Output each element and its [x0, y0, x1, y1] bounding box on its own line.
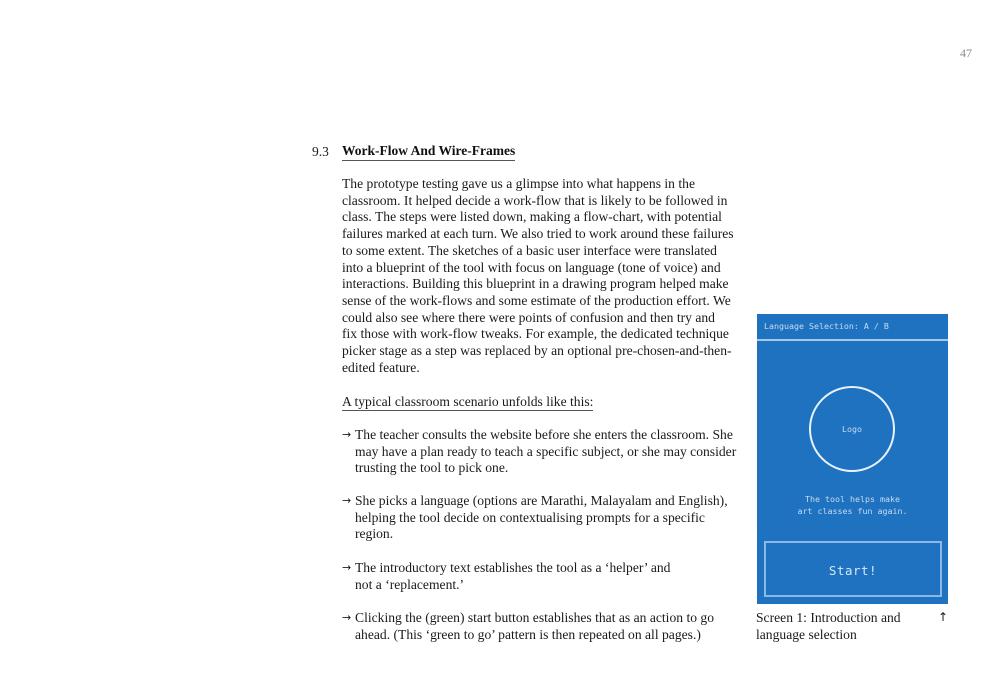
body-line: The prototype testing gave us a glimpse into what happens in the [342, 176, 695, 191]
body-line: sense of the work-flows and some estimate of the production effort. We [342, 292, 731, 308]
arrow-right-icon: → [342, 494, 352, 507]
bullet-line: may have a plan ready to teach a specific subject, or she may consider [355, 443, 737, 459]
arrow-up-icon[interactable]: ↑ [938, 610, 949, 624]
body-line: fix those with work-flow tweaks. For example, the dedicated technique [342, 326, 729, 342]
bullet-line: She picks a language (options are Marathi, Malayalam and English), [355, 493, 728, 508]
scenario-list-item [342, 610, 714, 643]
scenario-list-item [342, 493, 728, 543]
tagline-line: art classes fun again. [797, 506, 908, 516]
bullet-line: region. [355, 526, 394, 542]
bullet-line: Clicking the (green) start button establishes that as an action to go [355, 610, 715, 625]
arrow-right-icon: → [342, 611, 352, 624]
start-button[interactable] [764, 541, 942, 597]
body-line: to some extent. The sketches of a basic user interface were translated [342, 242, 717, 258]
arrow-right-icon: → [342, 561, 352, 574]
scenario-subheading: A typical classroom scenario unfolds like this: [342, 394, 594, 409]
section-number: 9.3 [312, 144, 329, 159]
bullet-line: helping the tool decide on contextualising prompts for a specific [355, 509, 705, 525]
body-line: into a blueprint of the tool with focus on language (tone of voice) and [342, 259, 721, 275]
wireframe-header [757, 314, 948, 341]
start-button-label: Start! [828, 563, 878, 578]
logo-label: Logo [842, 424, 862, 434]
bullet-line: The introductory text establishes the tool as a ‘helper’ and [355, 560, 671, 575]
logo-placeholder [809, 386, 895, 472]
scenario-list-item [342, 560, 670, 593]
page-number: 47 [960, 46, 972, 60]
bullet-line: trusting the tool to pick one. [355, 460, 509, 476]
bullet-line: not a ‘replacement.’ [355, 576, 465, 592]
arrow-right-icon: → [342, 428, 352, 441]
caption-line: language selection [756, 627, 857, 642]
bullet-line: The teacher consults the website before she enters the classroom. She [355, 427, 733, 442]
language-selection-label[interactable]: Language Selection: A / B [764, 321, 889, 331]
body-line: edited feature. [342, 359, 420, 375]
body-line: picker stage as a step was replaced by an optional pre-chosen-and-then- [342, 343, 732, 359]
body-line: interactions. Building this blueprint in a drawing program helped make [342, 276, 729, 292]
body-line: failures marked at each turn. We also tried to work around these failures [342, 226, 734, 242]
section-body [342, 176, 747, 376]
figure-caption [756, 609, 931, 643]
body-line: could also see where there were points of confusion and then try and [342, 309, 715, 325]
tagline-line: The tool helps make [805, 494, 900, 504]
body-line: class. The steps were listed down, making a flow-chart, with potential [342, 209, 722, 225]
body-line: classroom. It helped decide a work-flow that is likely to be followed in [342, 192, 728, 208]
section-title: Work-Flow And Wire-Frames [342, 143, 515, 161]
bullet-line: ahead. (This ‘green to go’ pattern is then repeated on all pages.) [355, 626, 701, 642]
caption-line: Screen 1: Introduction and [756, 610, 901, 625]
scenario-list-item [342, 427, 736, 477]
wireframe-screen [757, 314, 948, 604]
wireframe-tagline [757, 493, 948, 517]
